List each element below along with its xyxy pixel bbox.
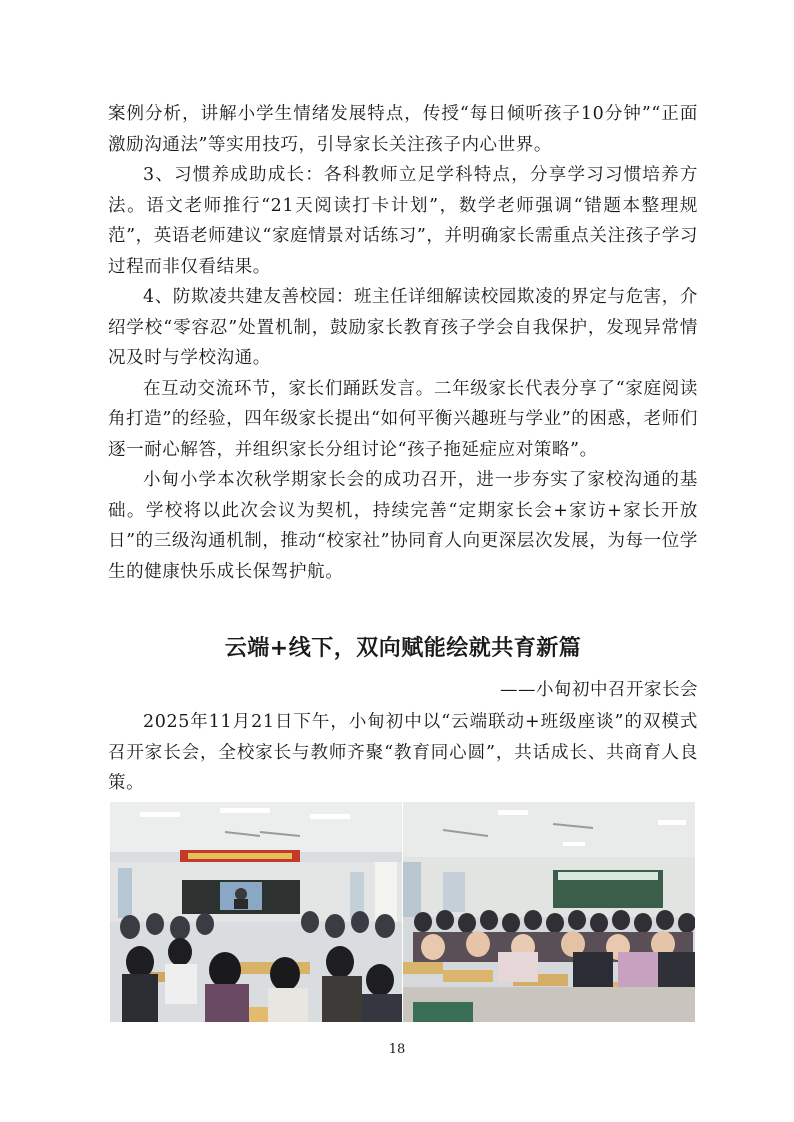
paragraph-continued: 案例分析，讲解小学生情绪发展特点，传授“每日倾听孩子10分钟”“正面激励沟通法”等实用技巧，引导家长关注孩子内心世界。 — [108, 104, 698, 155]
classroom-photo-right — [403, 802, 695, 1022]
body-text-bottom — [108, 707, 698, 799]
paragraph-summary: 小甸小学本次秋学期家长会的成功召开，进一步夯实了家校沟通的基础。学校将以此次会议为契机，持续完善“定期家长会+家访+家长开放日”的三级沟通机制，推动“校家社”协同育人向更深层次发展，为每一位学生的健康快乐成长保驾护航。 — [108, 470, 698, 582]
paragraph-interaction: 在互动交流环节，家长们踊跃发言。二年级家长代表分享了“家庭阅读角打造”的经验，四年级家长提出“如何平衡兴趣班与学业”的困惑，老师们逐一耐心解答，并组织家长分组讨论“孩子拖延症应对策略”。 — [108, 378, 698, 460]
paragraph-habits: 3、习惯养成助成长：各科教师立足学科特点，分享学习习惯培养方法。语文老师推行“21天阅读打卡计划”，数学老师强调“错题本整理规范”，英语老师建议“家庭情景对话练习”，并明确家长需重点关注孩子学习过程而非仅看结果。 — [108, 165, 698, 277]
paragraph-intro: 2025年11月21日下午，小甸初中以“云端联动+班级座谈”的双模式召开家长会，全校家长与教师齐聚“教育同心圆”，共话成长、共商育人良策。 — [108, 712, 698, 793]
page-number: 18 — [388, 1042, 406, 1057]
meeting-photo — [110, 802, 695, 1022]
section-byline: ——小甸初中召开家长会 — [500, 680, 698, 700]
classroom-photo-left — [110, 802, 402, 1022]
section-title: 云端+线下，双向赋能绘就共育新篇 — [224, 636, 582, 661]
paragraph-anti-bullying: 4、防欺凌共建友善校园：班主任详细解读校园欺凌的界定与危害，介绍学校“零容忍”处置机制，鼓励家长教育孩子学会自我保护，发现异常情况及时与学校沟通。 — [108, 287, 698, 368]
body-text-top — [108, 99, 698, 587]
